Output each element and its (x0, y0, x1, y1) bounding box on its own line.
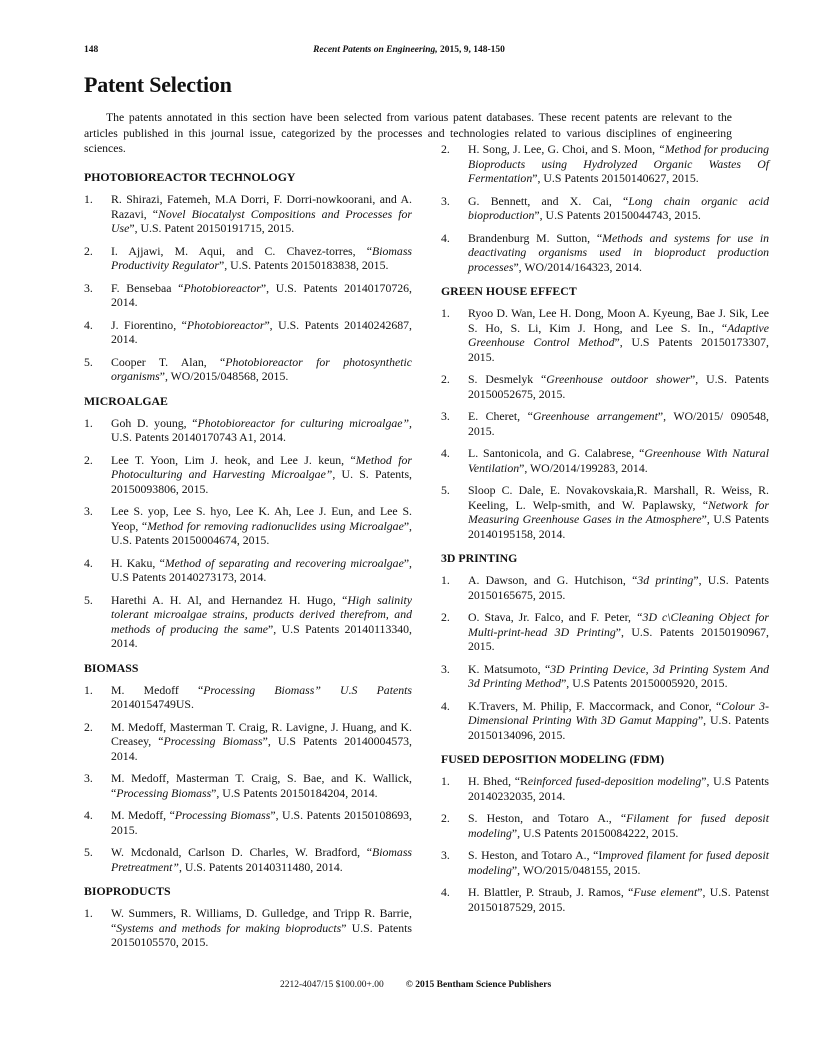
entry-authors: Goh D. young, “ (111, 415, 198, 430)
entry-title: Adaptive Greenhouse Control Method (468, 320, 769, 349)
entry-reference: ”, U.S. Patents 20140170726, 2014. (111, 280, 413, 309)
entry-reference: ”, WO/2014/164323, 2014. (513, 259, 642, 274)
entry-title: 3d printing (637, 573, 694, 587)
entry-number: 2. (441, 142, 450, 156)
entry-citation (468, 774, 769, 803)
entry-title: Network for Measuring Greenhouse Gases in the Atmosphere (468, 497, 769, 526)
patent-section (441, 284, 769, 541)
entry-number: 2. (441, 811, 450, 825)
entry-reference: 20140154749US. (111, 697, 194, 711)
entry-title: Processing Biomass (116, 785, 212, 800)
entry-number: 1. (84, 682, 93, 697)
entry-reference: ”, WO/2015/048568, 2015. (159, 369, 289, 383)
entry-authors: G. Bennett, and X. Cai, “ (468, 193, 629, 208)
entry-number: 5. (84, 845, 93, 859)
entry-citation (111, 453, 412, 497)
section-heading: PHOTOBIOREACTOR TECHNOLOGY (84, 170, 296, 184)
entry-reference: ”, U.S Patents 20140004573, 2014. (111, 734, 412, 763)
entry-reference: ”, U.S. Patents 20150004674, 2015. (111, 518, 412, 547)
entry-citation (111, 416, 412, 445)
entry-reference: ”, U.S Patents 20150140627, 2015. (532, 171, 699, 185)
patent-entry (84, 556, 412, 585)
section-heading: MICROALGAE (84, 393, 168, 408)
entry-number: 1. (84, 415, 93, 430)
patent-entry (441, 610, 769, 654)
entry-title: Greenhouse With Natural Ventilation (468, 446, 769, 475)
entry-number: 3. (441, 409, 450, 423)
entry-citation (468, 885, 769, 914)
entry-title: Processing Biomass (163, 734, 263, 748)
entry-authors: I. Ajjawi, M. Aqui, and C. Chavez-torres, “ (111, 243, 373, 258)
patent-entry (84, 318, 412, 347)
patent-entry (84, 771, 412, 800)
entry-reference: ”, U.S Patents 20150173307, 2015. (468, 335, 769, 364)
entry-authors: Brandenburg M. Sutton, “ (468, 230, 603, 245)
entry-citation (468, 194, 769, 223)
entry-number: 3. (441, 193, 450, 208)
entry-reference: ”, U.S. Patents 20150108693, 2015. (111, 808, 412, 837)
entry-number: 5. (441, 483, 450, 497)
entry-title: Filament for fused deposit modeling (468, 811, 769, 840)
patent-entry (441, 306, 769, 364)
entry-number: 3. (84, 504, 93, 518)
entry-citation (468, 142, 769, 186)
entry-citation (468, 372, 769, 401)
patent-entry (441, 194, 769, 223)
entry-citation (111, 906, 412, 950)
entry-number: 2. (84, 719, 93, 734)
entry-number: 2. (441, 610, 450, 624)
entry-number: 2. (441, 372, 450, 386)
entry-reference: ” U.S. Patents 20150105570, 2015. (111, 920, 413, 949)
page-footer (280, 980, 620, 990)
entry-authors: O. Stava, Jr. Falco, and F. Peter, (468, 610, 636, 624)
patent-entry (84, 416, 412, 445)
entry-reference: ”, U.S Patents 20150005920, 2015. (561, 676, 728, 690)
entry-authors: E. Cheret, “ (468, 409, 533, 423)
entry-authors: L. Santonicola, and G. Calabrese, “ (468, 446, 645, 460)
entry-citation (111, 244, 412, 273)
section-heading: BIOPRODUCTS (84, 884, 171, 898)
entry-title: Colour 3-Dimensional Printing With 3D Gamut Mapping (468, 698, 769, 727)
patent-entry (84, 808, 412, 837)
entry-authors: A. Dawson, and G. Hutchison, “ (468, 573, 638, 587)
entry-citation (468, 446, 769, 475)
patent-entry (84, 453, 412, 497)
patent-entry (84, 281, 412, 310)
entry-authors: W. Summers, R. Williams, D. Gulledge, and Tripp R. Barrie, “ (111, 906, 412, 935)
entry-title: Greenhouse arrangement (532, 409, 658, 423)
patent-entry (441, 774, 769, 803)
entry-number: 5. (84, 592, 93, 607)
running-head (84, 45, 734, 59)
patent-entry (84, 192, 412, 236)
patent-entry (441, 372, 769, 401)
page-number: 148 (84, 45, 99, 55)
citation-details: 2015, 9, 148-150 (437, 45, 505, 55)
right-column (441, 142, 769, 924)
entry-number: 4. (84, 555, 93, 570)
entry-number: 4. (441, 446, 450, 460)
entry-citation (111, 192, 412, 236)
entry-authors: Ryoo D. Wan, Lee H. Dong, Moon A. Kyeung, Bae J. Sik, Lee S. Ho, S. Li, Kim J. Hong, and Lee S. In., “ (468, 306, 769, 335)
entry-reference: ”, U.S. Patents 20140242687, 2014. (111, 317, 413, 346)
entry-number: 2. (84, 243, 93, 258)
entry-citation (468, 483, 769, 541)
patent-section (84, 661, 412, 875)
entry-title: Long chain organic acid bioproduction (468, 193, 769, 222)
section-heading: FUSED DEPOSITION MODELING (FDM) (441, 752, 665, 766)
entry-reference: ”, U.S Patents 20150084222, 2015. (511, 825, 679, 840)
patent-entry (84, 720, 412, 764)
entry-authors: M. Medoff, “ (111, 808, 175, 822)
entry-authors: J. Fiorentino, “ (111, 317, 187, 332)
entry-number: 3. (441, 661, 450, 676)
entry-reference: ”, U.S. Patents 20150183838, 2015. (219, 258, 389, 272)
entry-title: Processing Biomass” U.S Patents (203, 682, 412, 697)
entry-citation (468, 699, 769, 743)
entry-citation (468, 409, 769, 438)
entry-authors: H. Kaku, “ (111, 555, 165, 570)
patent-entry (441, 483, 769, 541)
section-heading: BIOMASS (84, 660, 139, 675)
entry-number: 3. (441, 848, 450, 862)
entry-number: 4. (84, 808, 93, 822)
entry-title: “3D c\Cleaning Object for Multi-print-head 3D Printing (468, 610, 769, 639)
entry-citation (111, 556, 412, 585)
intro-paragraph: The patents annotated in this section have been selected from various patent databases. These recent patents are relevant to the articles published in this journal issue, categorized by the processes and technologies related to various disciplines of engineering sciences. (84, 111, 732, 156)
entry-reference: ”, U.S Patents 20140195158, 2014. (468, 512, 769, 541)
patent-entry (441, 662, 769, 691)
section-heading: 3D PRINTING (441, 551, 518, 565)
entry-authors: S. Desmelyk “ (468, 372, 547, 386)
entry-title: “Method for producing Bioproducts using Hydrolyzed Organic Wastes Of Fermentation (468, 142, 769, 185)
entry-title: einforced fused-deposition modeling (527, 774, 702, 788)
patent-section (84, 170, 412, 384)
entry-title: Biomass Productivity Regulator (111, 243, 412, 272)
entry-number: 4. (441, 698, 450, 713)
patent-section (84, 884, 412, 950)
entry-title: Greenhouse outdoor shower (546, 372, 691, 386)
entry-authors: Harethi A. H. Al, and Hernandez H. Hugo, “ (111, 592, 348, 607)
issn-price: 2212-4047/15 $100.00+.00 (280, 980, 384, 990)
patent-entry (441, 885, 769, 914)
entry-citation (468, 306, 769, 364)
patent-section (441, 142, 769, 274)
entry-authors: H. Bhed, “R (468, 774, 528, 788)
entry-title: Fuse element (633, 885, 698, 899)
entry-title: Photobioreactor (183, 280, 261, 295)
entry-reference: ”, U.S. Patent 20150191715, 2015. (129, 221, 295, 235)
entry-reference: ”, WO/2015/048155, 2015. (511, 862, 641, 877)
entry-title: Processing Biomass (174, 808, 271, 822)
patent-entry (441, 573, 769, 602)
entry-number: 4. (441, 230, 450, 245)
journal-citation (84, 45, 734, 55)
entry-reference: ”, U.S. Patenst 20150187529, 2015. (468, 885, 770, 914)
entry-citation (468, 573, 769, 602)
entry-authors: K. Matsumoto, “ (468, 661, 551, 676)
entry-title: Photobioreactor for culturing microalgae”, (197, 415, 412, 430)
entry-number: 1. (441, 774, 450, 788)
entry-citation (111, 720, 412, 764)
entry-citation (468, 610, 769, 654)
entry-authors: M. Medoff, Masterman T. Craig, S. Bae, and K. Wallick, “ (111, 771, 412, 800)
entry-authors: M. Medoff, Masterman T. Craig, R. Lavigne, J. Huang, and K. Creasey, “ (111, 719, 412, 748)
entry-reference: ”, U.S. Patents 20150134096, 2015. (468, 713, 770, 742)
entry-reference: ”, U.S Patents 20140232035, 2014. (468, 774, 769, 803)
entry-title: High salinity tolerant microalgae strains, products derived therefrom, and methods of producing the same (111, 592, 412, 636)
entry-reference: ”, U.S. Patents 20150190967, 2015. (468, 624, 770, 653)
entry-title: Methods and systems for use in deactivating organisms used in bioproduct production processes (468, 230, 769, 274)
entry-number: 5. (84, 354, 93, 369)
patent-entry (84, 244, 412, 273)
entry-title: Method of separating and recovering microalgae (164, 555, 404, 570)
patent-entry (441, 811, 769, 840)
entry-citation (468, 848, 769, 877)
entry-title: mproved filament for fused deposit modeling (468, 848, 770, 877)
entry-citation (111, 808, 412, 837)
entry-title: Novel Biocatalyst Compositions and Processes for Use (111, 206, 412, 235)
patent-entry (441, 142, 769, 186)
entry-citation (468, 231, 769, 275)
copyright-notice: © 2015 Bentham Science Publishers (405, 980, 552, 990)
entry-citation (111, 845, 412, 874)
entry-reference: , U.S. Patents 20140311480, 2014. (178, 859, 343, 874)
entry-number: 1. (441, 306, 450, 320)
patent-entry (84, 683, 412, 712)
entry-authors: H. Song, J. Lee, G. Choi, and S. Moon, (468, 142, 659, 156)
entry-reference: ”, U.S Patents 20150184204, 2014. (211, 785, 378, 800)
patent-entry (84, 504, 412, 548)
entry-authors: Sloop C. Dale, E. Novakovskaia,R. Marshall, R. Weiss, R. Keeling, L. Welp-smith, and W. Paplawsky, “ (468, 483, 769, 512)
entry-reference: ”, WO/2014/199283, 2014. (519, 460, 648, 475)
patent-entry (84, 355, 412, 384)
patent-entry (84, 593, 412, 651)
entry-reference: ”, U.S. Patents 20150165675, 2015. (468, 573, 770, 602)
left-column (84, 170, 412, 960)
entry-citation (111, 355, 412, 384)
entry-reference: , U. S. Patents, 20150093806, 2015. (111, 467, 412, 496)
entry-number: 1. (441, 573, 450, 587)
patent-entry (441, 699, 769, 743)
page-title: Patent Selection (84, 72, 232, 97)
entry-title: 3D Printing Device, 3d Printing System And 3d Printing Method (468, 661, 769, 690)
entry-authors: S. Heston, and Totaro A., “I (468, 848, 603, 862)
entry-reference: U.S. Patents 20140170743 A1, 2014. (111, 430, 286, 444)
entry-title: Method for Photoculturing and Harvesting Microalgae” (111, 452, 412, 481)
section-heading: GREEN HOUSE EFFECT (441, 284, 577, 298)
entry-citation (111, 593, 412, 651)
patent-entry (84, 906, 412, 950)
entry-authors: R. Shirazi, Fatemeh, M.A Dorri, F. Dorri-nowkoorani, and A. Razavi, “ (111, 192, 412, 221)
entry-number: 4. (441, 885, 450, 899)
patent-entry (441, 848, 769, 877)
entry-authors: S. Heston, and Totaro A., “ (468, 811, 627, 825)
entry-authors: Cooper T. Alan, “ (111, 354, 226, 369)
entry-citation (111, 504, 412, 548)
entry-number: 1. (84, 906, 93, 920)
entry-reference: ”, U.S Patents 20150044743, 2015. (534, 208, 701, 222)
entry-number: 3. (84, 280, 93, 295)
entry-citation (468, 662, 769, 691)
entry-citation (111, 318, 412, 347)
entry-title: Photobioreactor for photosynthetic organisms (111, 354, 412, 383)
entry-reference: ”, WO/2015/ 090548, 2015. (468, 409, 770, 438)
entry-authors: F. Bensebaa “ (111, 280, 184, 295)
entry-number: 2. (84, 452, 93, 467)
patent-entry (84, 845, 412, 874)
entry-authors: H. Blattler, P. Straub, J. Ramos, “ (468, 885, 634, 899)
entry-citation (468, 811, 769, 840)
entry-reference: ”, U.S Patents 20140273173, 2014. (111, 555, 412, 584)
patent-entry (441, 231, 769, 275)
patent-entry (441, 446, 769, 475)
entry-reference: ”, U.S Patents 20140113340, 2014. (111, 621, 412, 650)
entry-citation (111, 771, 412, 800)
entry-title: Photobioreactor (186, 317, 265, 332)
entry-number: 3. (84, 771, 93, 785)
patent-section (84, 394, 412, 651)
entry-title: Method for removing radionuclides using Microalgae (147, 518, 404, 533)
entry-number: 1. (84, 192, 93, 206)
entry-authors: M. Medoff “ (111, 682, 204, 697)
entry-authors: K.Travers, M. Philip, F. Maccormack, and Conor, “ (468, 698, 722, 713)
entry-title: Systems and methods for making bioproducts (116, 920, 342, 935)
journal-name: Recent Patents on Engineering, (313, 45, 438, 55)
entry-citation (111, 683, 412, 712)
patent-section (441, 551, 769, 742)
patent-entry (441, 409, 769, 438)
entry-authors: Lee S. yop, Lee S. hyo, Lee K. Ah, Lee J. Eun, and Lee S. Yeop, “ (111, 504, 412, 533)
entry-citation (111, 281, 412, 310)
patent-section (441, 752, 769, 914)
entry-title: Biomass Pretreatment” (111, 845, 412, 874)
entry-authors: Lee T. Yoon, Lim J. heok, and Lee J. keun, “ (111, 452, 356, 467)
entry-number: 4. (84, 317, 93, 332)
entry-reference: ”, U.S. Patents 20150052675, 2015. (468, 372, 769, 401)
entry-authors: W. Mcdonald, Carlson D. Charles, W. Bradford, “ (111, 845, 373, 859)
